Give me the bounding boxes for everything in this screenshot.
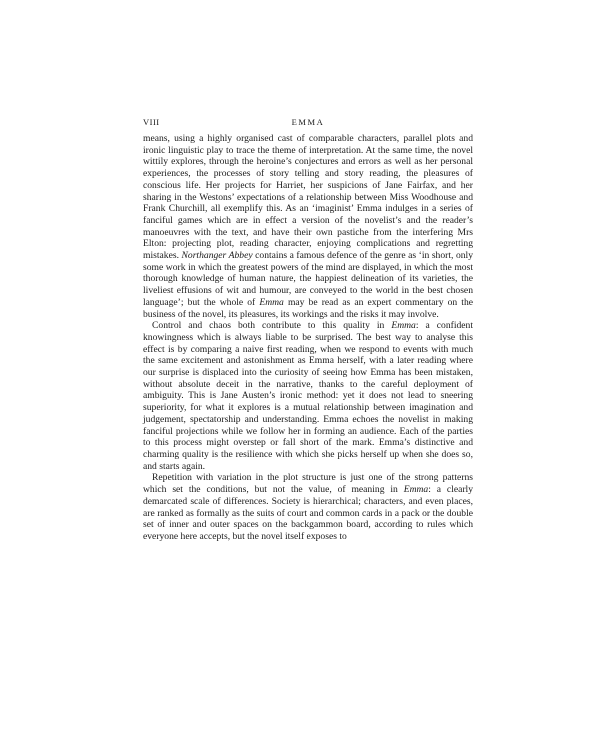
italic-title-run: Emma — [259, 296, 284, 308]
body-text — [143, 133, 473, 543]
text-run: : a confident knowingness which is always liable to be surprised. The best way to analyse this effect is by comparing a naive first reading, when we respond to events with much the same excitement and astonishment as Emma herself, with a later reading where our surprise is displaced into the curiosity of seeing how Emma has been mistaken, without absolute deceit in the narrative, thanks to the careful deployment of ambiguity. This is Jane Austen’s ironic method: yet it does not lead to sneering superiority, for what it explores is a mutual relationship between imagination and judgement, spectatorship and understanding. Emma echoes the novelist in making fanciful projections while we follow her in forming an audience. Each of the parties to this process might overstep or fall short of the mark. Emma’s distinctive and charming quality is the resilience with which she picks herself up when she does so, and starts again. — [143, 320, 473, 472]
paragraph — [143, 133, 473, 320]
text-run: Repetition with variation in the plot structure is just one of the strong patterns which set the conditions, but not the value, of meaning in — [143, 472, 473, 496]
paragraph — [143, 472, 473, 542]
text-run: Control and chaos both contribute to this quality in — [152, 320, 392, 332]
paragraph — [143, 320, 473, 472]
running-head — [143, 117, 473, 133]
page-number: VIII — [143, 117, 160, 127]
text-run: contains a famous defence of the genre as ‘in short, only some work in which the greatest powers of the mind are displayed, in which the most thorough knowledge of human nature, the happiest delineation of its varieties, the liveliest effusions of wit and humour, are conveyed to the world in the best chosen language’; but the whole of — [143, 250, 473, 308]
text-run: : a clearly demarcated scale of differences. Society is hierarchical; characters, and even places, are ranked as formally as the suits of court and common cards in a pack or the double set of inner and outer spaces on the backgammon board, according to rules which everyone here accepts, but the novel itself exposes to — [143, 484, 473, 542]
italic-title-run: Northanger Abbey — [181, 250, 253, 262]
italic-title-run: Emma — [391, 320, 416, 332]
book-page — [143, 117, 473, 543]
running-title: EMMA — [291, 117, 325, 127]
italic-title-run: Emma — [403, 484, 429, 496]
text-run: means, using a highly organised cast of comparable characters, parallel plots and ironic linguistic play to trace the theme of interpretation. At the same time, the novel wittily explores, through the heroine’s conjectures and errors as well as her personal experiences, the processes of story telling and story reading, the pleasures of conscious life. Her projects for Harriet, her suspicions of Jane Fairfax, and her sharing in the Westons’ expectations of a relationship between Miss Woodhouse and Frank Churchill, all exemplify this. As an ‘imaginist’ Emma indulges in a series of fanciful games which are in effect a version of the novelist’s and the reader’s manoeuvres with the text, and have their own pastiche from the interfering Mrs Elton: projecting plot, reading character, enjoying complications and regretting mistakes. — [143, 133, 473, 262]
text-run: may be read as an expert commentary on the business of the novel, its pleasures, its workings and the risks it may involve. — [143, 296, 473, 320]
